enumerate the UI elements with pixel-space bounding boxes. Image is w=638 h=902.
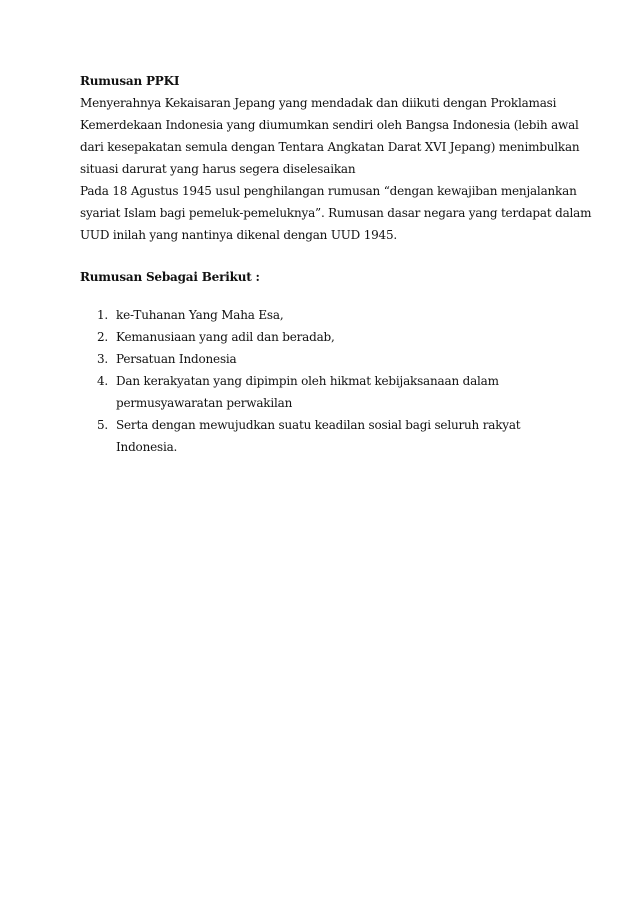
section-title-rumusan-sebagai-berikut: Rumusan Sebagai Berikut :: [80, 270, 260, 284]
list-item: [80, 370, 506, 414]
paragraph-line: Menyerahnya Kekaisaran Jepang yang mendadak dan diikuti dengan Proklamasi: [80, 96, 557, 110]
paragraph-line: syariat Islam bagi pemeluk-pemeluknya”. Rumusan dasar negara yang terdapat dalam: [80, 206, 592, 220]
paragraph-line: UUD inilah yang nantinya dikenal dengan UUD 1945.: [80, 228, 398, 242]
list-item: [80, 414, 570, 458]
list-item-number: 1.: [97, 308, 109, 322]
list-item-text: Dan kerakyatan yang dipimpin oleh hikmat kebijaksanaan dalam permusyawaratan perwakilan: [116, 374, 499, 410]
list-item-text: Persatuan Indonesia: [116, 352, 237, 366]
list-item-text: Kemanusiaan yang adil dan beradab,: [116, 330, 335, 344]
list-item-number: 2.: [97, 330, 109, 344]
paragraph-rumusan-ppki: [80, 92, 592, 246]
list-item: [80, 348, 570, 370]
list-item-number: 4.: [97, 374, 109, 388]
document-content: [80, 70, 592, 458]
paragraph-line: Kemerdekaan Indonesia yang diumumkan sendiri oleh Bangsa Indonesia (lebih awal: [80, 118, 579, 132]
list-item-text: Serta dengan mewujudkan suatu keadilan sosial bagi seluruh rakyat Indonesia.: [116, 418, 521, 454]
numbered-list: [80, 304, 570, 458]
list-item-number: 3.: [97, 352, 109, 366]
paragraph-line: dari kesepakatan semula dengan Tentara Angkatan Darat XVI Jepang) menimbulkan: [80, 140, 580, 154]
list-item: [80, 326, 570, 348]
list-item-number: 5.: [97, 418, 109, 432]
paragraph-line: situasi darurat yang harus segera diselesaikan: [80, 162, 356, 176]
section-title-rumusan-ppki: Rumusan PPKI: [80, 74, 180, 88]
list-item-text: ke-Tuhanan Yang Maha Esa,: [116, 308, 284, 322]
paragraph-line: Pada 18 Agustus 1945 usul penghilangan rumusan “dengan kewajiban menjalankan: [80, 184, 577, 198]
list-item: [80, 304, 570, 326]
